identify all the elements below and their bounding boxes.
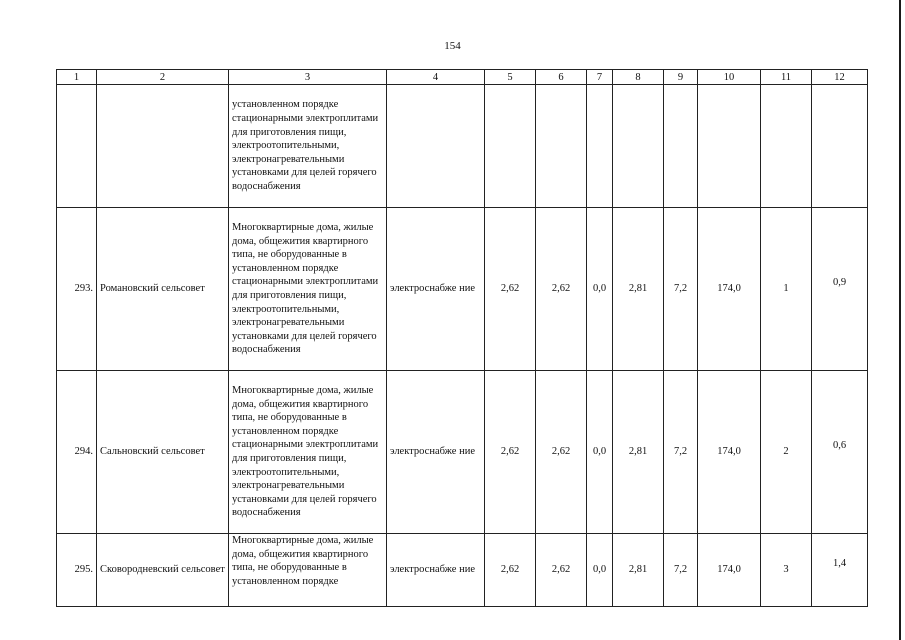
tariff-table	[56, 69, 868, 607]
value-cell: 0,0	[587, 208, 613, 371]
settlement-name: Романовский сельсовет	[97, 208, 229, 371]
header-cell: 4	[387, 70, 485, 85]
consumer-description: Многоквартирные дома, жилые дома, общежития квартирного типа, не оборудованные в установленном порядке стационарными электроплитами для приготовления пищи, электроотопительными, электронагревательными установками для целей горячего водоснабжения	[229, 371, 387, 534]
service-type: электроснабже ние	[387, 371, 485, 534]
value-cell: 2,81	[613, 208, 664, 371]
header-cell: 7	[587, 70, 613, 85]
service-type: электроснабже ние	[387, 208, 485, 371]
empty-cell	[664, 85, 698, 208]
consumer-description: Многоквартирные дома, жилые дома, общежития квартирного типа, не оборудованные в установленном порядке стационарными электроплитами для приготовления пищи, электроотопительными, электронагревательными установками для целей горячего водоснабжения	[229, 208, 387, 371]
value-cell: 7,2	[664, 208, 698, 371]
table-row	[57, 208, 868, 371]
header-cell: 9	[664, 70, 698, 85]
header-cell: 3	[229, 70, 387, 85]
value-cell: 2,62	[485, 208, 536, 371]
value-cell: 3	[761, 534, 812, 607]
empty-cell	[97, 85, 229, 208]
header-cell: 12	[812, 70, 868, 85]
header-cell: 2	[97, 70, 229, 85]
empty-cell	[387, 85, 485, 208]
value-cell: 0,0	[587, 371, 613, 534]
table-row	[57, 371, 868, 534]
empty-cell	[761, 85, 812, 208]
value-cell: 2,62	[536, 371, 587, 534]
value-cell	[812, 534, 868, 607]
table-row	[57, 534, 868, 607]
continuation-description: установленном порядке стационарными электроплитами для приготовления пищи, электроотопительными, электронагревательными установками для целей горячего водоснабжения	[229, 85, 387, 208]
value-text: 0,9	[832, 277, 847, 289]
consumer-description-text: Многоквартирные дома, жилые дома, общежития квартирного типа, не оборудованные в установленном порядке	[232, 535, 374, 587]
empty-cell	[485, 85, 536, 208]
service-type: электроснабже ние	[387, 534, 485, 607]
value-cell: 2,81	[613, 371, 664, 534]
value-cell: 7,2	[664, 534, 698, 607]
settlement-name: Сковородневский сельсовет	[97, 534, 229, 607]
row-number: 294.	[57, 371, 97, 534]
row-number: 295.	[57, 534, 97, 607]
header-cell: 8	[613, 70, 664, 85]
empty-cell	[613, 85, 664, 208]
settlement-name: Сальновский сельсовет	[97, 371, 229, 534]
value-cell: 174,0	[698, 371, 761, 534]
value-cell: 7,2	[664, 371, 698, 534]
value-text: 1,4	[832, 558, 847, 570]
header-cell: 11	[761, 70, 812, 85]
header-cell: 5	[485, 70, 536, 85]
value-cell: 2,62	[536, 534, 587, 607]
value-cell: 2,62	[485, 534, 536, 607]
empty-cell	[587, 85, 613, 208]
value-cell: 174,0	[698, 208, 761, 371]
header-cell: 10	[698, 70, 761, 85]
value-cell: 2	[761, 371, 812, 534]
empty-cell	[812, 85, 868, 208]
value-cell: 2,62	[485, 371, 536, 534]
value-cell: 0,0	[587, 534, 613, 607]
header-cell: 1	[57, 70, 97, 85]
row-number: 293.	[57, 208, 97, 371]
value-cell	[812, 371, 868, 534]
value-text: 0,6	[832, 440, 847, 452]
value-cell: 1	[761, 208, 812, 371]
scan-edge-line	[899, 0, 901, 640]
empty-cell	[57, 85, 97, 208]
value-cell: 2,62	[536, 208, 587, 371]
value-cell: 174,0	[698, 534, 761, 607]
continuation-row	[57, 85, 868, 208]
consumer-description	[229, 534, 387, 607]
header-cell: 6	[536, 70, 587, 85]
value-cell	[812, 208, 868, 371]
header-row	[57, 70, 868, 85]
value-cell: 2,81	[613, 534, 664, 607]
page-number: 154	[444, 40, 461, 52]
empty-cell	[698, 85, 761, 208]
empty-cell	[536, 85, 587, 208]
